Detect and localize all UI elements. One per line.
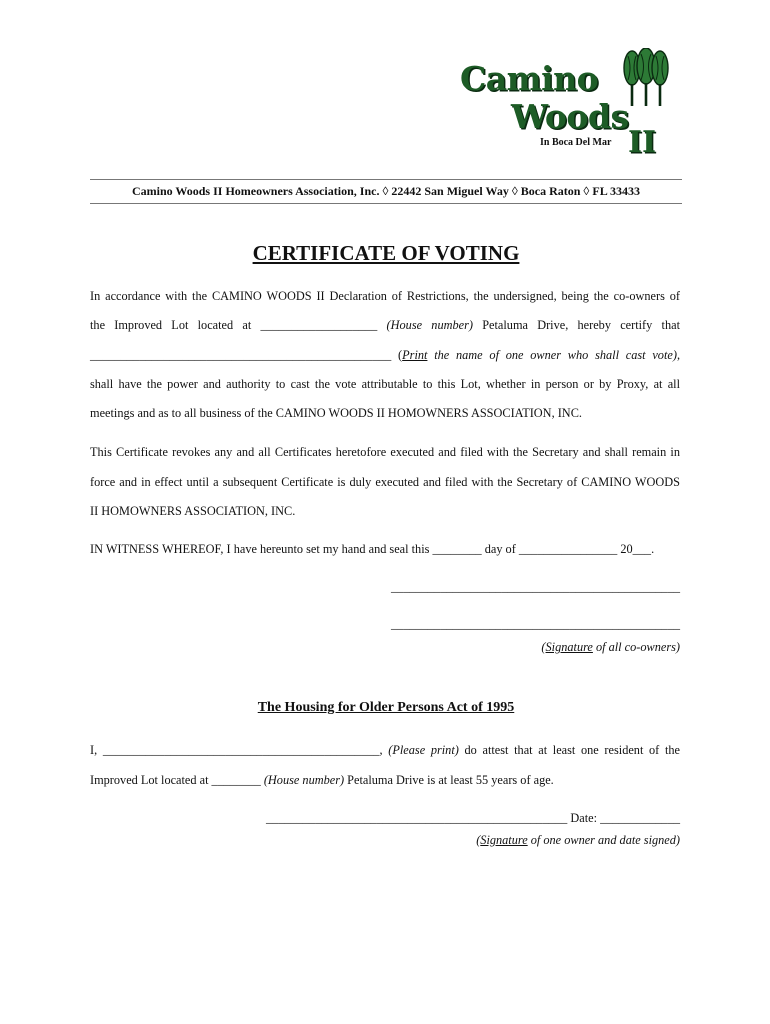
hopa-line1 — [90, 743, 680, 758]
paragraph1-line2 — [90, 318, 680, 333]
lot-text: the Improved Lot located at ___________________ — [90, 318, 387, 332]
print-hint: Print — [402, 348, 428, 362]
hopa-house-number-hint: (House number) — [263, 773, 345, 787]
logo-word-woods: Woods — [511, 97, 629, 136]
hopa-title: The Housing for Older Persons Act of 1995 — [257, 700, 515, 715]
comma: , — [676, 348, 681, 362]
hopa-caption-rest: of one owner and date signed) — [527, 833, 680, 847]
hopa-age-text: Petaluma Drive is at least 55 years of age. — [344, 773, 554, 787]
header-rule-bottom — [90, 203, 682, 204]
house-number-hint: (House number) — [386, 318, 473, 332]
paragraph1-line1: In accordance with the CAMINO WOODS II Declaration of Restrictions, the undersigned, being the co-owners of — [90, 289, 680, 303]
logo-subtitle: In Boca Del Mar — [540, 137, 612, 148]
hopa-lot-text: Improved Lot located at ________ — [90, 773, 264, 787]
paragraph2-line1: This Certificate revokes any and all Certificates heretofore executed and filed with the Secretary and shall remain in — [90, 445, 680, 459]
hopa-caption-open: ( — [476, 833, 481, 847]
logo-numeral: II — [628, 125, 657, 160]
owner-hint: the name of one owner who shall cast vote) — [427, 348, 677, 362]
signature-caption — [90, 640, 680, 655]
signature-line-1: _______________________________________________ — [391, 580, 680, 594]
paragraph2-line3: II HOMOWNERS ASSOCIATION, INC. — [90, 504, 296, 518]
trees-icon — [620, 48, 672, 110]
witness-line: IN WITNESS WHEREOF, I have hereunto set my hand and seal this ________ day of ________________ 20___. — [90, 542, 655, 556]
hopa-signature-date-line: _________________________________________________ Date: _____________ — [266, 811, 680, 825]
attest-text: do attest that at least one resident of the — [458, 743, 680, 757]
paragraph1-line3 — [90, 348, 680, 363]
certify-text: Petaluma Drive, hereby certify that — [472, 318, 680, 332]
caption-signature: Signature — [545, 640, 593, 654]
signature-line-2: _______________________________________________ — [391, 617, 680, 631]
association-address-line: Camino Woods II Homeowners Association, Inc. ◊ 22442 San Miguel Way ◊ Boca Raton ◊ FL 33433 — [131, 184, 641, 198]
caption-open: ( — [541, 640, 546, 654]
hopa-line2 — [90, 773, 680, 788]
paragraph2-line2: force and in effect until a subsequent Certificate is duly executed and filed with the Secretary of CAMINO WOODS — [90, 475, 680, 489]
hopa-name-blank: I, _____________________________________________, — [90, 743, 389, 757]
paragraph1-line4: shall have the power and authority to cast the vote attributable to this Lot, whether in person or by Proxy, at all — [90, 377, 680, 391]
hopa-caption-signature: Signature — [480, 833, 528, 847]
hopa-signature-caption — [90, 833, 680, 848]
owner-name-blank: _________________________________________________ ( — [90, 348, 403, 362]
caption-rest: of all co-owners) — [592, 640, 680, 654]
header-rule-top — [90, 179, 682, 180]
paragraph1-line5: meetings and as to all business of the CAMINO WOODS II HOMOWNERS ASSOCIATION, INC. — [90, 406, 582, 420]
camino-woods-logo — [456, 48, 676, 163]
certificate-title: CERTIFICATE OF VOTING — [252, 241, 520, 265]
logo-word-camino: Camino — [460, 59, 599, 98]
please-print-hint: (Please print) — [388, 743, 459, 757]
